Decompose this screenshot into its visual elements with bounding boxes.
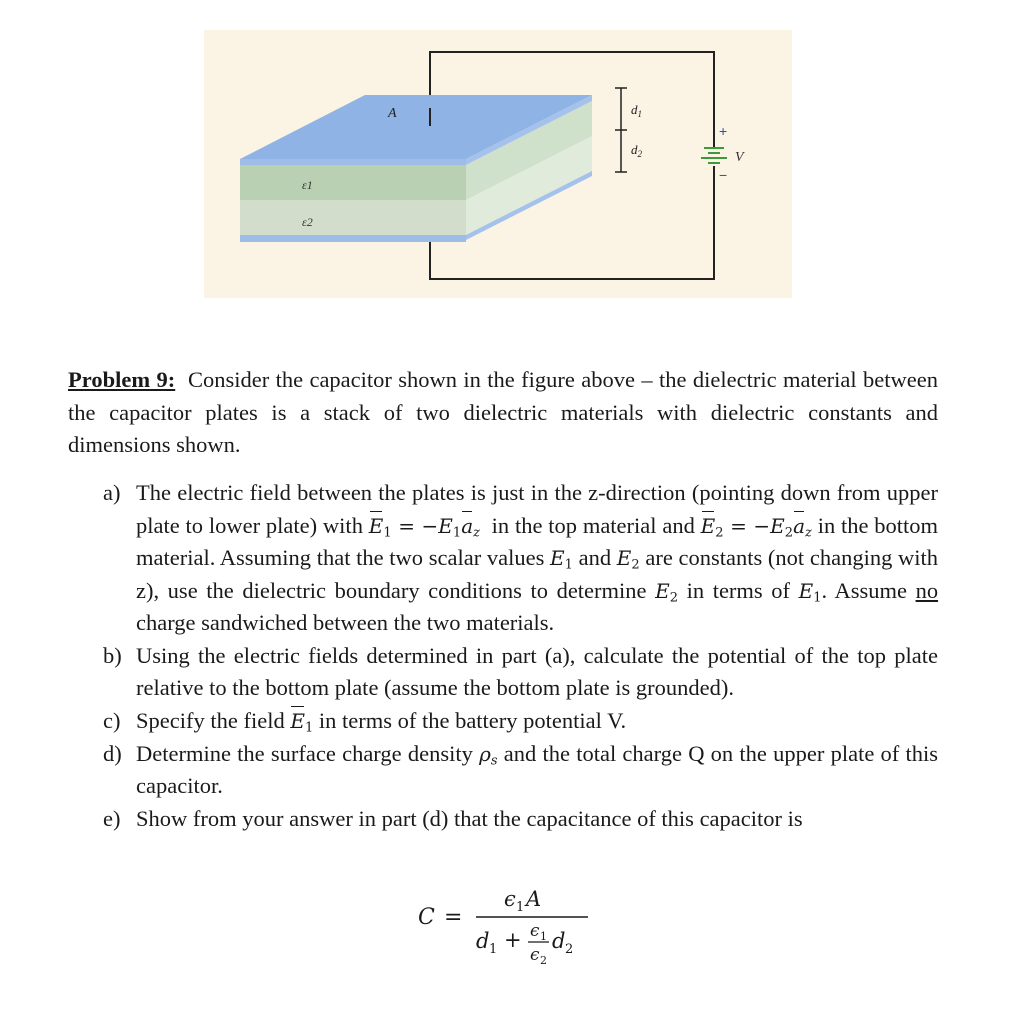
scalar-E1: $E_1$ — [550, 546, 573, 573]
formula-d2: d — [552, 929, 566, 953]
problem-label: Problem 9: — [68, 367, 176, 392]
part-a-label: a) — [103, 480, 121, 505]
capacitor-figure — [204, 30, 792, 298]
part-a-text-5: are constants (not changing with z), use the dielectric boundary conditions to determine — [136, 545, 939, 603]
part-b-label: b) — [103, 642, 122, 668]
scalar-E2-target: $E_2$ — [655, 578, 679, 605]
dielectric2-front — [240, 200, 466, 235]
part-a-emphasis-no: no — [915, 577, 939, 603]
part-d-label: d) — [103, 740, 122, 766]
part-a-text-3: in the bottom material. Assuming that the two scalar values — [136, 512, 939, 570]
d2-label: $d_2$ — [631, 142, 642, 159]
rho-s-symbol: $\rho_s$ — [479, 741, 498, 769]
field-E1-equation: $E_1 = -E_1a_z$ — [369, 514, 480, 538]
top-plate-front — [240, 159, 466, 165]
part-c — [103, 705, 938, 738]
part-d — [103, 738, 938, 803]
battery-plus-label: + — [719, 123, 728, 139]
part-a-text-6: in terms of — [686, 577, 791, 603]
formula-d1-sub: 1 — [489, 942, 498, 957]
epsilon2-label: ε2 — [302, 215, 313, 229]
d1-label: $d_1$ — [631, 102, 642, 119]
formula-inner-eps1-sub: 1 — [540, 930, 547, 943]
battery-minus-label: − — [719, 167, 728, 183]
vector-E1: $E_1$ — [290, 709, 313, 733]
part-a-text-2: in the top material and — [491, 512, 695, 538]
part-d-text-2: and the total charge Q on the upper plate of this capacitor. — [136, 740, 939, 799]
part-d-text-1: Determine the surface charge density — [136, 740, 473, 766]
battery-voltage-label: V — [735, 150, 744, 165]
part-a-text-1: The electric field between the plates is just in the z-direction (pointing down from upper plate to lower plate) with — [136, 480, 938, 538]
formula-inner-eps2: ϵ — [530, 945, 540, 965]
part-e-label: e) — [103, 806, 121, 832]
epsilon1-label: ε1 — [302, 178, 313, 192]
formula-d2-sub: 2 — [565, 942, 574, 957]
formula-inner-eps1: ϵ — [530, 921, 540, 941]
scalar-E2: $E_2$ — [616, 546, 640, 573]
formula-numerator-A: A — [526, 887, 542, 911]
bottom-plate-front — [240, 235, 466, 242]
problem-intro-text: Consider the capacitor shown in the figure above – the dielectric material between the capacitor plates is a stack of two dielectric materials with dielectric constants and dimensions shown. — [68, 367, 939, 457]
part-c-label: c) — [103, 708, 121, 734]
part-b — [103, 640, 938, 705]
formula-C: C — [418, 905, 435, 930]
part-a-text-9: charge sandwiched between the two materials. — [136, 610, 555, 635]
problem-parts-list — [103, 477, 938, 836]
problem-intro-paragraph — [68, 364, 938, 462]
formula-plus: + — [504, 928, 522, 952]
part-b-text: Using the electric fields determined in part (a), calculate the potential of the top plate relative to the bottom plate (assume the bottom plate is grounded). — [136, 642, 938, 701]
formula-inner-eps2-sub: 2 — [540, 954, 547, 967]
formula-equals: = — [444, 905, 463, 930]
formula-d1: d — [476, 929, 490, 953]
dielectric1-front — [240, 165, 466, 200]
formula-numerator-eps: ϵ — [504, 887, 516, 911]
formula-numerator-sub1: 1 — [516, 900, 525, 915]
part-c-text-2: in terms of the battery potential V. — [318, 708, 627, 734]
capacitance-formula — [418, 884, 618, 974]
part-e-text: Show from your answer in part (d) that the capacitance of this capacitor is — [136, 806, 803, 832]
part-a — [103, 477, 938, 640]
field-E2-equation: $E_2 = -E_2a_z$ — [701, 514, 812, 538]
part-e — [103, 803, 938, 836]
plate-area-label: A — [388, 106, 397, 121]
part-a-text-4: and — [578, 545, 612, 570]
part-a-text-7: . Assume — [821, 577, 907, 603]
scalar-E1-reference: $E_1$ — [798, 578, 822, 605]
part-c-text-1: Specify the field — [136, 708, 285, 734]
problem-statement — [68, 364, 938, 462]
